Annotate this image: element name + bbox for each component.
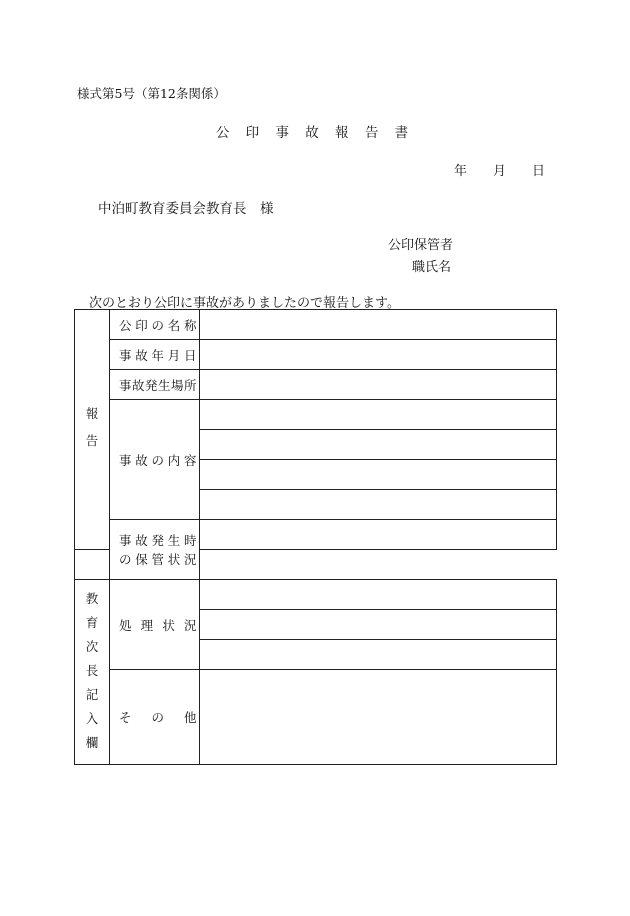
label-char: 故 [135, 532, 149, 548]
label-char: 故 [135, 347, 149, 363]
accident-details-field-4[interactable] [200, 490, 557, 520]
label-char: 称 [183, 317, 197, 333]
label-char: 名 [167, 317, 181, 333]
label-accident-date [110, 340, 200, 370]
label-char: 理 [140, 617, 154, 633]
group-label-char: 長 [85, 663, 99, 678]
date-year-label: 年 [453, 164, 467, 179]
label-char: 況 [183, 617, 197, 633]
label-accident-place: 事故発生場所 [110, 370, 200, 400]
position-name-label: 職氏名 [412, 260, 452, 275]
handling-status-field-3[interactable] [200, 640, 557, 670]
document-title: 公 印 事 故 報 告 書 [215, 125, 415, 141]
label-char: 印 [135, 317, 149, 333]
group-label-char: 次 [85, 639, 99, 654]
intro-text: 次のとおり公印に事故がありましたので報告します。 [89, 296, 400, 311]
report-form-table [74, 309, 557, 765]
handling-status-field-2[interactable] [200, 610, 557, 640]
label-char: 事 [119, 532, 133, 548]
storage-status-field-1[interactable] [200, 520, 557, 550]
label-seal-name [110, 310, 200, 340]
group-label-char: 入 [85, 711, 99, 726]
label-char: 故 [135, 452, 149, 468]
label-accident-details [110, 400, 200, 520]
label-char: 事 [119, 347, 133, 363]
group-label-char: 記 [85, 687, 99, 702]
group-label-char: 欄 [85, 735, 99, 750]
label-char: 年 [151, 347, 165, 363]
group-report [75, 310, 110, 550]
date-day-label: 日 [531, 164, 545, 179]
label-char: 日 [183, 347, 197, 363]
label-char: 事 [119, 452, 133, 468]
label-other [110, 670, 200, 765]
group-label-char: 告 [85, 432, 99, 448]
accident-place-field[interactable] [200, 370, 557, 400]
storage-status-field-2[interactable] [75, 550, 110, 580]
label-char: 公 [119, 317, 133, 333]
label-char: 発 [151, 532, 165, 548]
label-char: の [119, 551, 133, 567]
label-char: 内 [167, 452, 181, 468]
label-char: 況 [183, 551, 197, 567]
label-char: 状 [167, 551, 181, 567]
label-char: 月 [167, 347, 181, 363]
date-line [454, 160, 545, 179]
handling-status-field-1[interactable] [200, 580, 557, 610]
label-char: そ [119, 710, 133, 725]
label-char: の [151, 317, 165, 333]
group-label-char: 教 [85, 591, 99, 606]
label-char: 管 [151, 551, 165, 567]
group-label-char: 育 [85, 615, 99, 630]
label-char: 保 [135, 551, 149, 567]
group-label-char: 報 [85, 405, 99, 421]
label-char: 状 [162, 617, 176, 633]
accident-details-field-2[interactable] [200, 430, 557, 460]
label-char: 他 [183, 710, 197, 725]
custodian-label: 公印保管者 [388, 238, 454, 253]
accident-details-field-1[interactable] [200, 400, 557, 430]
group-deputy-superintendent [75, 580, 110, 765]
seal-name-field[interactable] [200, 310, 557, 340]
label-char: 生 [167, 532, 181, 548]
label-handling-status [110, 580, 200, 670]
accident-details-field-3[interactable] [200, 460, 557, 490]
label-storage-status [110, 520, 200, 580]
label-char: の [151, 452, 165, 468]
label-char: の [151, 710, 165, 725]
accident-date-field[interactable] [200, 340, 557, 370]
other-field[interactable] [200, 670, 557, 765]
addressee: 中泊町教育委員会教育長 様 [98, 201, 274, 217]
form-number: 様式第5号（第12条関係） [77, 86, 226, 101]
label-char: 時 [183, 532, 197, 548]
label-char: 容 [183, 452, 197, 468]
label-char: 処 [119, 617, 133, 633]
date-month-label: 月 [492, 164, 506, 179]
